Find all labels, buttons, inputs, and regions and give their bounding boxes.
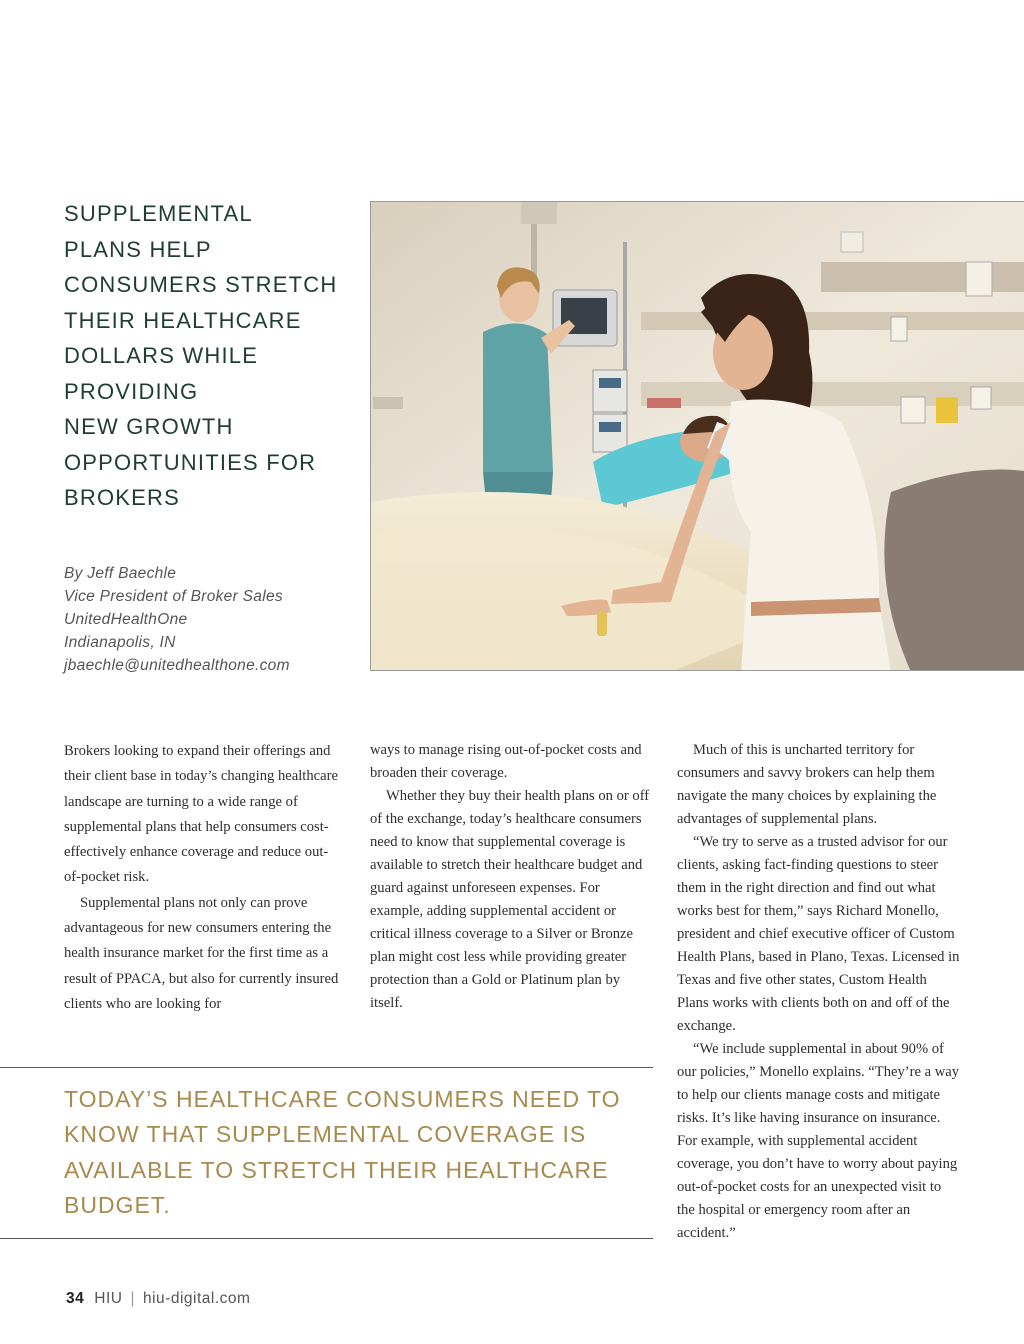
body-column-1 — [64, 739, 340, 1017]
pullquote-bottom-rule — [0, 1238, 653, 1239]
paragraph: ways to manage rising out-of-pocket costs and broaden their coverage. — [370, 742, 642, 781]
paragraph: Brokers looking to expand their offerings and their client base in today’s changing healthcare landscape are turning to a wide range of supplemental plans that help consumers cost-effectively enhance coverage and reduce out-of-pocket risk. — [64, 743, 338, 886]
byline-title: Vice President of Broker Sales — [64, 588, 283, 605]
byline-author: By Jeff Baechle — [64, 565, 177, 582]
paragraph: Much of this is uncharted territory for consumers and savvy brokers can help them navigate the many choices by explaining the advantages of supplemental plans. — [677, 742, 937, 827]
publication-name: HIU — [94, 1290, 123, 1307]
page-number: 34 — [66, 1290, 85, 1307]
hospital-room-photo — [370, 201, 1024, 671]
paragraph: “We try to serve as a trusted advisor for our clients, asking fact-finding questions to steer them in the right direction and find out what works best for them,” says Richard Monello, president and chief executive officer of Custom Health Plans, based in Plano, Texas. Licensed in Texas and five other states, Custom Health Plans works with clients both on and off of the exchange. — [677, 834, 960, 1034]
website-link[interactable]: hiu-digital.com — [142, 1290, 251, 1307]
pullquote-top-rule — [0, 1067, 653, 1068]
byline — [64, 562, 354, 677]
footer-separator: | — [130, 1290, 135, 1307]
article-headline: SUPPLEMENTAL PLANS HELP CONSUMERS STRETCH THEIR HEALTHCARE DOLLARS WHILE PROVIDING NEW GROWTH OPPORTUNITIES FOR BROKERS — [64, 201, 338, 510]
page-footer — [66, 1290, 250, 1308]
paragraph: Supplemental plans not only can prove advantageous for new consumers entering the health insurance market for the first time as a result of PPACA, but also for currently insured clients who are looking for — [64, 894, 339, 1012]
byline-email[interactable]: jbaechle@unitedhealthone.com — [64, 657, 290, 674]
byline-company: UnitedHealthOne — [64, 611, 188, 628]
pullquote: TODAY’S HEALTHCARE CONSUMERS NEED TO KNOW THAT SUPPLEMENTAL COVERAGE IS AVAILABLE TO STRETCH THEIR HEALTHCARE BUDGET. — [64, 1086, 621, 1218]
body-column-3 — [677, 739, 960, 1245]
body-column-2 — [370, 739, 652, 1015]
paragraph: Whether they buy their health plans on or off of the exchange, today’s healthcare consumers need to know that supplemental coverage is available to stretch their healthcare budget and guard against unforeseen expenses. For example, adding supplemental accident or critical illness coverage to a Silver or Bronze plan might cost less while providing greater protection than a Gold or Platinum plan by itself. — [370, 788, 650, 1011]
byline-location: Indianapolis, IN — [64, 634, 176, 651]
paragraph: “We include supplemental in about 90% of our policies,” Monello explains. “They’re a way to help our clients manage costs and mitigate risks. It’s like having insurance on insurance. For example, with supplemental accident coverage, you don’t have to worry about paying out-of-pocket costs for an unexpected visit to the hospital or emergency room after an accident.” — [677, 1041, 960, 1241]
